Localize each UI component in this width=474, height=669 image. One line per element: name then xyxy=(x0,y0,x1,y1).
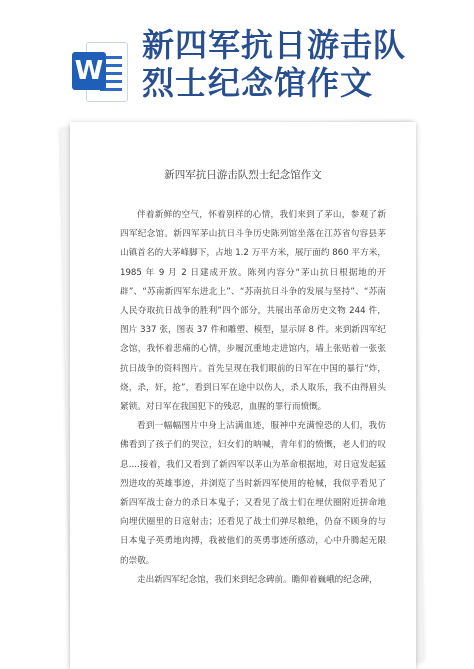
word-document-icon xyxy=(70,40,128,104)
word-w-logo: W xyxy=(72,52,106,90)
banner-title-line-2: 烈士纪念馆作文 xyxy=(142,64,374,102)
paragraph: 走出新四军纪念馆，我们来到纪念碑前。瞻仰着巍峨的纪念碑， xyxy=(137,574,378,585)
document-title: 新四军抗日游击队烈士纪念馆作文 xyxy=(164,169,322,181)
document-body xyxy=(120,206,386,590)
paragraph: 伴着新鲜的空气，怀着别样的心情，我们来到了茅山，参观了新四军纪念馆。新四军茅山抗日斗争历史陈列馆坐落在江苏省句容县茅山镇首名的大茅峰脚下，占地 1.2 万平方米，展厅面约 860 平方米，1985 年 9 月 2 日建成开放。陈列内容分“茅山抗日根据地的开辟”、“苏南新四军东进北上”、“苏南抗日斗争的发展与坚持”、“苏南人民夺取抗日战争的胜利”四个部分，共展出革命历史文物 244 件，图片 337 张，图表 37 件和雕塑、模型，显示屏 8 件。来到新四军纪念馆，我怀着悲痛的心情，步履沉重地走进馆内，墙上张贴着一张张抗日战争的资料图片。首先呈现在我们眼前的日军在中国的暴行“炸，烧，杀，奸，抢”，看到日军在途中以伤人，杀人取乐，我不由得眉头紧锁。对日军在我国犯下的残忍，血腥的罪行而愤慨。 xyxy=(120,210,386,413)
paragraph: 看到一幅幅图片中身上沾满血迹，服神中充满惶恐的人们，我仿佛看到了孩子们的哭泣，妇女们的呐喊，青年们的愤慨，老人们的叹息....接着，我们又看到了新四军以茅山为革命根据地，对日寇发起猛烈进攻的英雄事迹，并浏览了当时新四军使用的枪械，我似乎看见了新四军战士奋力的杀日本鬼子；又看见了战士们在埋伏圈附近拼命地向埋伏圈里的日寇射击；还看见了战士们弹尽粮绝，仍奋不顾身的与日本鬼子英勇地肉搏，我被他们的英勇事迹所感动，心中升腾起无限的崇敬。 xyxy=(120,421,386,566)
banner xyxy=(0,0,474,110)
document-page xyxy=(70,122,416,669)
banner-title xyxy=(142,26,442,102)
banner-title-line-1: 新四军抗日游击队 xyxy=(142,26,407,64)
